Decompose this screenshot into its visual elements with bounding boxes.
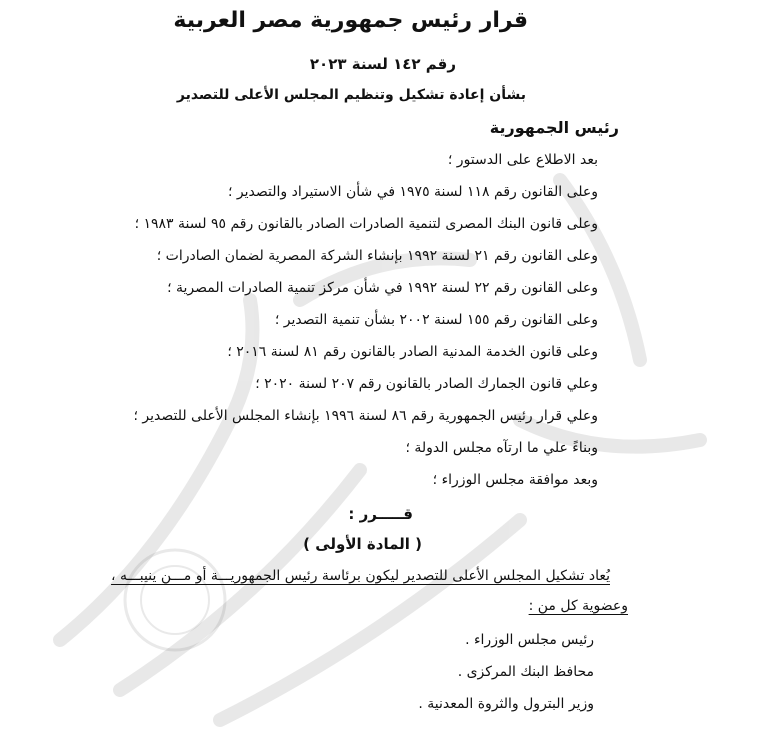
member-item: محافظ البنك المركزى .: [457, 664, 594, 680]
preamble-line: وعلى القانون رقم ١٥٥ لسنة ٢٠٠٢ بشأن تنمية التصدير ؛: [274, 312, 598, 328]
preamble-line: وعلى القانون رقم ٢٢ لسنة ١٩٩٢ في شأن مركز تنمية الصادرات المصرية ؛: [167, 280, 598, 296]
preamble-line: وعلى القانون رقم ١١٨ لسنة ١٩٧٥ في شأن الاستيراد والتصدير ؛: [228, 184, 598, 200]
article-title: ( المادة الأولى ): [303, 535, 422, 553]
member-item: وزير البترول والثروة المعدنية .: [418, 696, 594, 712]
decree-title: قرار رئيس جمهورية مصر العربية: [173, 8, 528, 33]
article-text: يُعاد تشكيل المجلس الأعلى للتصدير ليكون برئاسة رئيس الجمهوريـــة أو مـــن ينيبـــه ،: [111, 568, 610, 584]
decree-subject: بشأن إعادة تشكيل وتنظيم المجلس الأعلى للتصدير: [176, 87, 526, 103]
preamble-line: وعلي قانون الجمارك الصادر بالقانون رقم ٢٠٧ لسنة ٢٠٢٠ ؛: [255, 376, 598, 392]
member-item: رئيس مجلس الوزراء .: [465, 632, 594, 648]
preamble-line: وبعد موافقة مجلس الوزراء ؛: [432, 472, 598, 488]
preamble-line: وعلي قرار رئيس الجمهورية رقم ٨٦ لسنة ١٩٩٦ بإنشاء المجلس الأعلى للتصدير ؛: [133, 408, 598, 424]
decision-heading: قـــــرر :: [348, 505, 413, 523]
preamble-line: بعد الاطلاع على الدستور ؛: [447, 152, 598, 168]
decree-number: رقم ١٤٢ لسنة ٢٠٢٣: [309, 55, 456, 73]
preamble-line: وعلى قانون البنك المصرى لتنمية الصادرات الصادر بالقانون رقم ٩٥ لسنة ١٩٨٣ ؛: [134, 216, 598, 232]
preamble-line: وبناءً علي ما ارتآه مجلس الدولة ؛: [405, 440, 598, 456]
issuer-heading: رئيس الجمهورية: [489, 118, 619, 137]
preamble-line: وعلى قانون الخدمة المدنية الصادر بالقانون رقم ٨١ لسنة ٢٠١٦ ؛: [227, 344, 598, 360]
preamble-line: وعلى القانون رقم ٢١ لسنة ١٩٩٢ بإنشاء الشركة المصرية لضمان الصادرات ؛: [156, 248, 598, 264]
members-heading: وعضوية كل من :: [528, 598, 628, 614]
